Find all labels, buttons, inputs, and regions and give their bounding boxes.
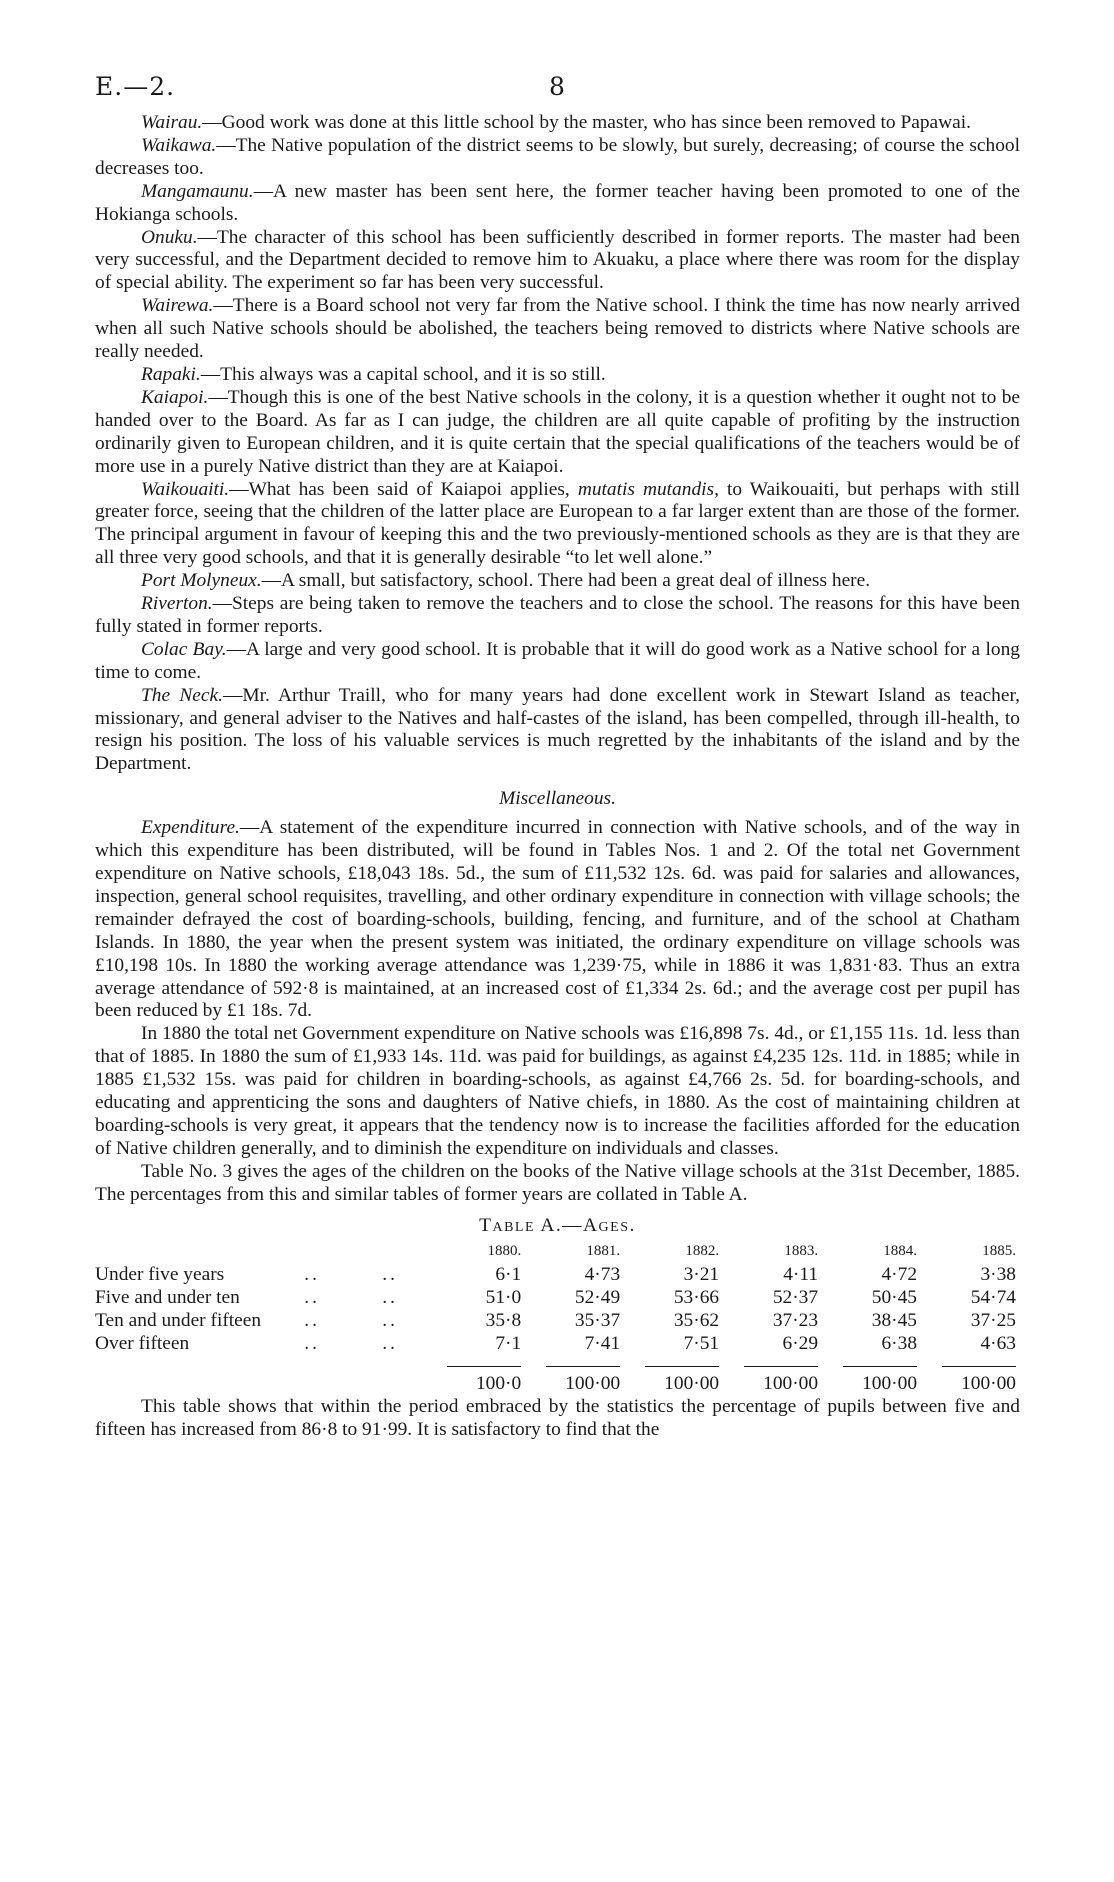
paragraph-text: —A new master has been sent here, the former teacher having been promoted to one of the Hokianga schools. [95,180,1020,225]
percentage-cell: 37·25 [970,1310,1016,1332]
total-cell-wrapper [723,1356,822,1396]
table-row [95,1310,1020,1333]
paragraph [95,479,1020,571]
year-header: 1885. [982,1242,1016,1259]
year-header: 1882. [685,1242,720,1259]
document-body [95,112,1020,1442]
paragraph-text: In 1880 the total net Government expenditure on Native schools was £16,898 7s. 4d., or £1,155 11s. 1d. less than that of 1885. In 1880 the sum of £1,933 14s. 11d. was paid for buildings, as against £4,235 12s. 11d. in 1885; while in 1885 £1,532 15s. was paid for children in boarding-schools, as against £4,766 2s. 5d. for boarding-schools, and educating and apprenticing the sons and daughters of Native chiefs, in 1880. As the cost of maintaining children at boarding-schools is very great, it appears that the tendency now is to increase the facilities afforded for the education of Native children generally, and to diminish the expenditure on individuals and classes. [95,1023,1020,1159]
paragraph [95,817,1020,1023]
leader-dots: .. [304,1264,320,1286]
percentage-cell: 4·72 [881,1264,918,1286]
row-label: Under five years [95,1264,225,1286]
paragraph-lead: The Neck. [141,684,223,706]
paragraph [95,1023,1020,1160]
year-header: 1881. [586,1242,621,1259]
percentage-cell: 3·21 [683,1264,720,1286]
percentage-cell: 7·41 [584,1333,621,1355]
leader-dots: .. [382,1287,398,1309]
page-number: 8 [549,72,565,101]
totals-spacer [95,1356,300,1396]
percentage-cell: 52·49 [574,1287,621,1309]
paragraph-text: —Steps are being taken to remove the teachers and to close the school. The reasons for this have been fully stated in former reports. [95,593,1020,637]
header-dots-spacer [300,1240,378,1265]
paragraph [95,112,1020,135]
paragraph-lead: Colac Bay. [141,638,227,660]
paragraph [95,135,1020,181]
leader-dots: .. [382,1310,398,1332]
leader-dots: .. [304,1310,320,1332]
paragraph-text: —What has been said of Kaiapoi applies, [229,478,578,500]
paragraph-lead: Waikouaiti. [141,478,230,500]
paragraph-text: to Waikouaiti, but perhaps with still greater force, seeing that the children of the latter place are European to a far larger extent than are those of the former. The principal argument in favour of keeping this and the two previously-mentioned schools as they are is that they are all three very good schools, and that it is generally desirable “to let well alone.” [95,478,1021,569]
total-cell: 100·00 [744,1366,818,1396]
table-row [95,1287,1020,1310]
leader-dots: .. [304,1287,320,1309]
percentage-cell: 7·51 [683,1333,720,1355]
miscellaneous-paragraphs [95,817,1020,1206]
total-cell-wrapper [624,1356,723,1396]
percentage-cell: 35·8 [485,1310,522,1332]
page-header [95,72,1019,106]
percentage-cell: 54·74 [970,1287,1016,1309]
table-title: Table A.—Ages. [479,1214,636,1236]
table-row [95,1264,1020,1287]
totals-spacer [378,1356,426,1396]
percentage-cell: 6·1 [495,1264,522,1286]
percentage-cell: 6·38 [881,1333,918,1355]
year-header: 1883. [784,1242,819,1259]
total-cell: 100·00 [942,1366,1016,1396]
total-cell: 100·00 [645,1366,719,1396]
row-label: Over fifteen [95,1333,190,1355]
paragraph-text: —A statement of the expenditure incurred in connection with Native schools, and of the way in which this expenditure has been distributed, will be found in Tables Nos. 1 and 2. Of the total net Government expenditure on Native schools, £18,043 18s. 5d., the sum of £11,532 12s. 6d. was paid for salaries and allowances, inspection, general school requisites, travelling, and other ordinary expenditure in connection with village schools; the remainder defrayed the cost of boarding-schools, building, fencing, and furniture, and of the school at Chatham Islands. In 1880, the year when the present system was initiated, the ordinary expenditure on village schools was £10,198 10s. In 1880 the working average attendance was 1,239·75, while in 1886 it was 1,831·83. Thus an extra average attendance of 592·8 is maintained, at an increased cost of £1,334 2s. 6d.; and the average cost per pupil has been reduced by £1 18s. 7d. [95,817,1020,1022]
header-dots-spacer [378,1240,426,1265]
percentage-cell: 50·45 [871,1287,918,1309]
percentage-cell: 4·11 [783,1264,819,1286]
total-cell-wrapper [426,1356,525,1396]
row-label: Ten and under fifteen [95,1310,262,1332]
total-cell: 100·0 [447,1366,521,1396]
total-cell-wrapper [822,1356,921,1396]
total-cell: 100·00 [843,1366,917,1396]
totals-row [95,1356,1020,1396]
paragraph-lead: Riverton. [141,593,213,615]
percentage-cell: 4·63 [980,1333,1016,1355]
paragraph-text: —The character of this school has been sufficiently described in former reports. The master had been very successful, and the Department decided to remove him to Akuaku, a place where there was room for the display of special ability. The experiment so far has been very successful. [95,226,1020,294]
percentage-cell: 52·37 [772,1287,819,1309]
percentage-cell: 35·62 [673,1310,720,1332]
paragraph [95,685,1020,777]
paragraph-lead: Onuku. [141,226,198,248]
header-label-spacer [95,1240,300,1265]
percentage-cell: 37·23 [772,1310,819,1332]
paragraph-lead: Wairewa. [141,295,214,317]
total-cell: 100·00 [546,1366,620,1396]
paragraph-lead: Expenditure. [141,817,240,839]
paragraph-lead: Mangamaunu. [141,180,254,202]
latin-phrase: mutatis mutandis, [577,478,719,500]
paragraph [95,181,1020,227]
paragraph-text: —The Native population of the district seems to be slowly, but surely, decreasing; of course the school decreases too. [95,134,1020,179]
paragraph-text: —Though this is one of the best Native schools in the colony, it is a question whether it ought not to be handed over to the Board. As far as I can judge, the children are all quite capable of profiting by the instruction ordinarily given to European children, and it is quite certain that the special qualifications of the teachers would be of more use in a purely Native district than they are at Kaiapoi. [95,386,1020,477]
paragraph-lead: Rapaki. [141,363,201,385]
paragraph-lead: Port Molyneux. [141,570,262,592]
year-header: 1880. [487,1242,522,1259]
paragraph-text: Table No. 3 gives the ages of the children on the books of the Native village schools at the 31st December, 1885. The percentages from this and similar tables of former years are collated in Table A. [95,1160,1020,1205]
paragraph-text: —A small, but satisfactory, school. There had been a great deal of illness here. [261,570,871,592]
year-header: 1884. [883,1242,918,1259]
paragraph-lead: Wairau. [141,112,203,133]
paragraph [95,593,1020,639]
total-cell-wrapper [921,1356,1020,1396]
paragraph [95,1161,1020,1207]
percentage-cell: 38·45 [871,1310,918,1332]
table-header-row [95,1240,1020,1265]
paragraph [95,364,1020,387]
ages-table [95,1240,1020,1397]
table-row [95,1333,1020,1356]
school-reports [95,112,1020,776]
paragraph-text: —A large and very good school. It is probable that it will do good work as a Native school for a long time to come. [95,638,1020,683]
paragraph [95,570,1020,593]
totals-spacer [300,1356,378,1396]
percentage-cell: 3·38 [980,1264,1016,1286]
total-cell-wrapper [525,1356,624,1396]
percentage-cell: 53·66 [673,1287,720,1309]
percentage-cell: 7·1 [495,1333,522,1355]
paragraph-text: —Good work was done at this little school by the master, who has since been removed to Papawai. [202,112,972,133]
paragraph [95,295,1020,364]
percentage-cell: 35·37 [574,1310,621,1332]
percentage-cell: 6·29 [782,1333,819,1355]
leader-dots: .. [304,1333,320,1355]
percentage-cell: 4·73 [584,1264,621,1286]
row-label: Five and under ten [95,1287,240,1309]
paragraph [95,227,1020,296]
closing-paragraph: This table shows that within the period embraced by the statistics the percentage of pupils between five and fifteen has increased from 86·8 to 91·99. It is satisfactory to find that the [95,1396,1020,1441]
leader-dots: .. [382,1264,398,1286]
paragraph [95,639,1020,685]
percentage-cell: 51·0 [485,1287,522,1309]
paragraph-text: —This always was a capital school, and it is so still. [200,363,606,385]
paragraph [95,387,1020,479]
paragraph-text: —There is a Board school not very far from the Native school. I think the time has now nearly arrived when all such Native schools should be abolished, the teachers being removed to districts where Native schools are really needed. [95,295,1020,363]
paragraph-lead: Kaiapoi. [141,386,209,408]
leader-dots: .. [382,1333,398,1355]
section-heading: Miscellaneous. [499,788,616,810]
paragraph-text: —Mr. Arthur Traill, who for many years had done excellent work in Stewart Island as teacher, missionary, and general adviser to the Natives and half-castes of the island, has been compelled, through ill-health, to resign his position. The loss of his valuable services is much regretted by the inhabitants of the island and by the Department. [95,684,1020,775]
paragraph-lead: Waikawa. [141,134,217,156]
series-reference: E.—2. [95,72,176,101]
